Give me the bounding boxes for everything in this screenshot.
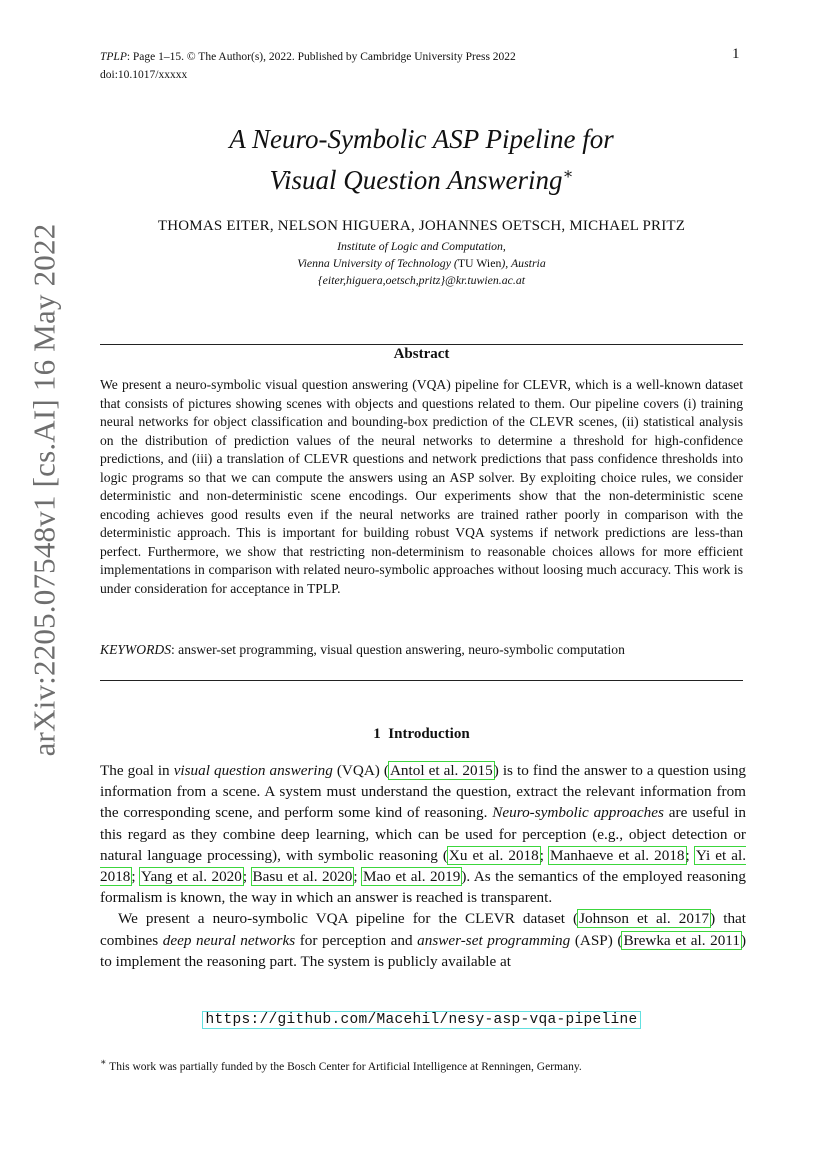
abstract-heading: Abstract [393,346,450,362]
section-heading [100,726,743,743]
intro-paragraph-1: The goal in visual question answering (VQA) (Antol et al. 2015) is to find the answer to a question using information from a scene. A system must understand the question, extract the relevant information from the corresponding scene, and perform some kind of reasoning. Neuro-symbolic approaches are useful in this regard as they combine deep learning, which can be used for perception (e.g., object detection or natural language processing), with symbolic reasoning (Xu et al. 2018; Manhaeve et al. 2018; Yi et al. 2018; Yang et al. 2020; Basu et al. 2020; Mao et al. 2019). As the semantics of the employed reasoning formalism is known, the way in which an answer is reached is transparent. [100,762,747,907]
abstract-top-rule [100,344,743,345]
abstract-text: We present a neuro-symbolic visual question answering (VQA) pipeline for CLEVR, which is a well-known dataset that consists of pictures showing scenes with objects and questions related to them. Our pipeline covers (i) training neural networks for object classification and bounding-box prediction of the CLEVR scenes, (ii) statistical analysis on the distribution of prediction values of the neural networks to determine a threshold for high-confidence predictions, and (iii) a translation of CLEVR questions and network predictions that pass confidence thresholds into logic programs so that we can compute the answers using an ASP solver. By exploiting choice rules, we consider deterministic and non-deterministic scene encodings. Our experiments show that the non-deterministic scene encoding achieves good results even if the neural networks are trained rather poorly in comparison with the deterministic approach. This is important for building robust VQA systems if network predictions are less-than perfect. Furthermore, we show that restricting non-determinism to reasonable choices allows for more efficient implementations in comparison with related neuro-symbolic approaches without loosing much accuracy. This work is under consideration for acceptance in TPLP. [100,377,743,596]
footnote-mark: ∗ [100,1057,107,1068]
citation-link[interactable]: Johnson et al. 2017 [579,910,710,928]
affiliation-abbrev: TU Wien [457,256,502,270]
keywords-list: : answer-set programming, visual question answering, neuro-symbolic computation [171,642,625,657]
abstract-bottom-rule [100,680,743,681]
citation-link[interactable]: Yi et al. 2018 [100,846,746,886]
repository-url-link[interactable]: https://github.com/Macehil/nesy-asp-vqa-pipeline [202,1011,640,1029]
doi: doi:10.1017/xxxxx [100,69,188,81]
repository-url-line [100,1010,743,1028]
arxiv-sidebar-stamp [1,190,87,790]
citation-link[interactable]: Brewka et al. 2011 [623,931,740,949]
title-line-1: A Neuro-Symbolic ASP Pipeline for [229,124,614,154]
page-number: 1 [732,46,740,62]
section-title: Introduction [388,726,470,742]
footnote [100,1057,743,1073]
author-emails: {eiter,higuera,oetsch,pritz}@kr.tuwien.ac.at [317,273,526,287]
keywords [100,642,743,658]
running-header [100,48,516,84]
author-list: THOMAS EITER, NELSON HIGUERA, JOHANNES OETSCH, MICHAEL PRITZ [157,218,686,234]
citation-link[interactable]: Yang et al. 2020 [141,868,242,886]
affiliation-university: Vienna University of Technology (TU Wien), Austria [297,256,546,270]
title-footnote-mark: ∗ [562,166,574,183]
citation-link[interactable]: Antol et al. 2015 [389,762,493,779]
intro-paragraph-2: We present a neuro-symbolic VQA pipeline for the CLEVR dataset (Johnson et al. 2017) that combines deep neural networks for perception and answer-set programming (ASP) (Brewka et al. 2011) to implement the reasoning part. The system is publicly available at [100,910,746,970]
introduction-body [100,760,746,972]
citation-link[interactable]: Manhaeve et al. 2018 [550,846,685,864]
citation-link[interactable]: Xu et al. 2018 [448,846,539,864]
arxiv-id: arXiv:2205.07548v1 [cs.AI] 16 May 2022 [26,223,61,757]
header-info: : Page 1–15. © The Author(s), 2022. Published by Cambridge University Press 2022 [126,51,516,63]
footnote-text: This work was partially funded by the Bosch Center for Artificial Intelligence at Renningen, Germany. [106,1060,582,1073]
section-number: 1 [373,726,381,742]
keywords-label: KEYWORDS [100,642,171,657]
citation-link[interactable]: Mao et al. 2019 [363,868,461,886]
affiliation [100,238,743,289]
journal-name: TPLP [100,51,127,63]
title-line-2: Visual Question Answering [269,165,563,195]
citation-link[interactable]: Basu et al. 2020 [252,868,353,886]
paper-title [100,122,743,198]
affiliation-institute: Institute of Logic and Computation, [337,239,506,253]
